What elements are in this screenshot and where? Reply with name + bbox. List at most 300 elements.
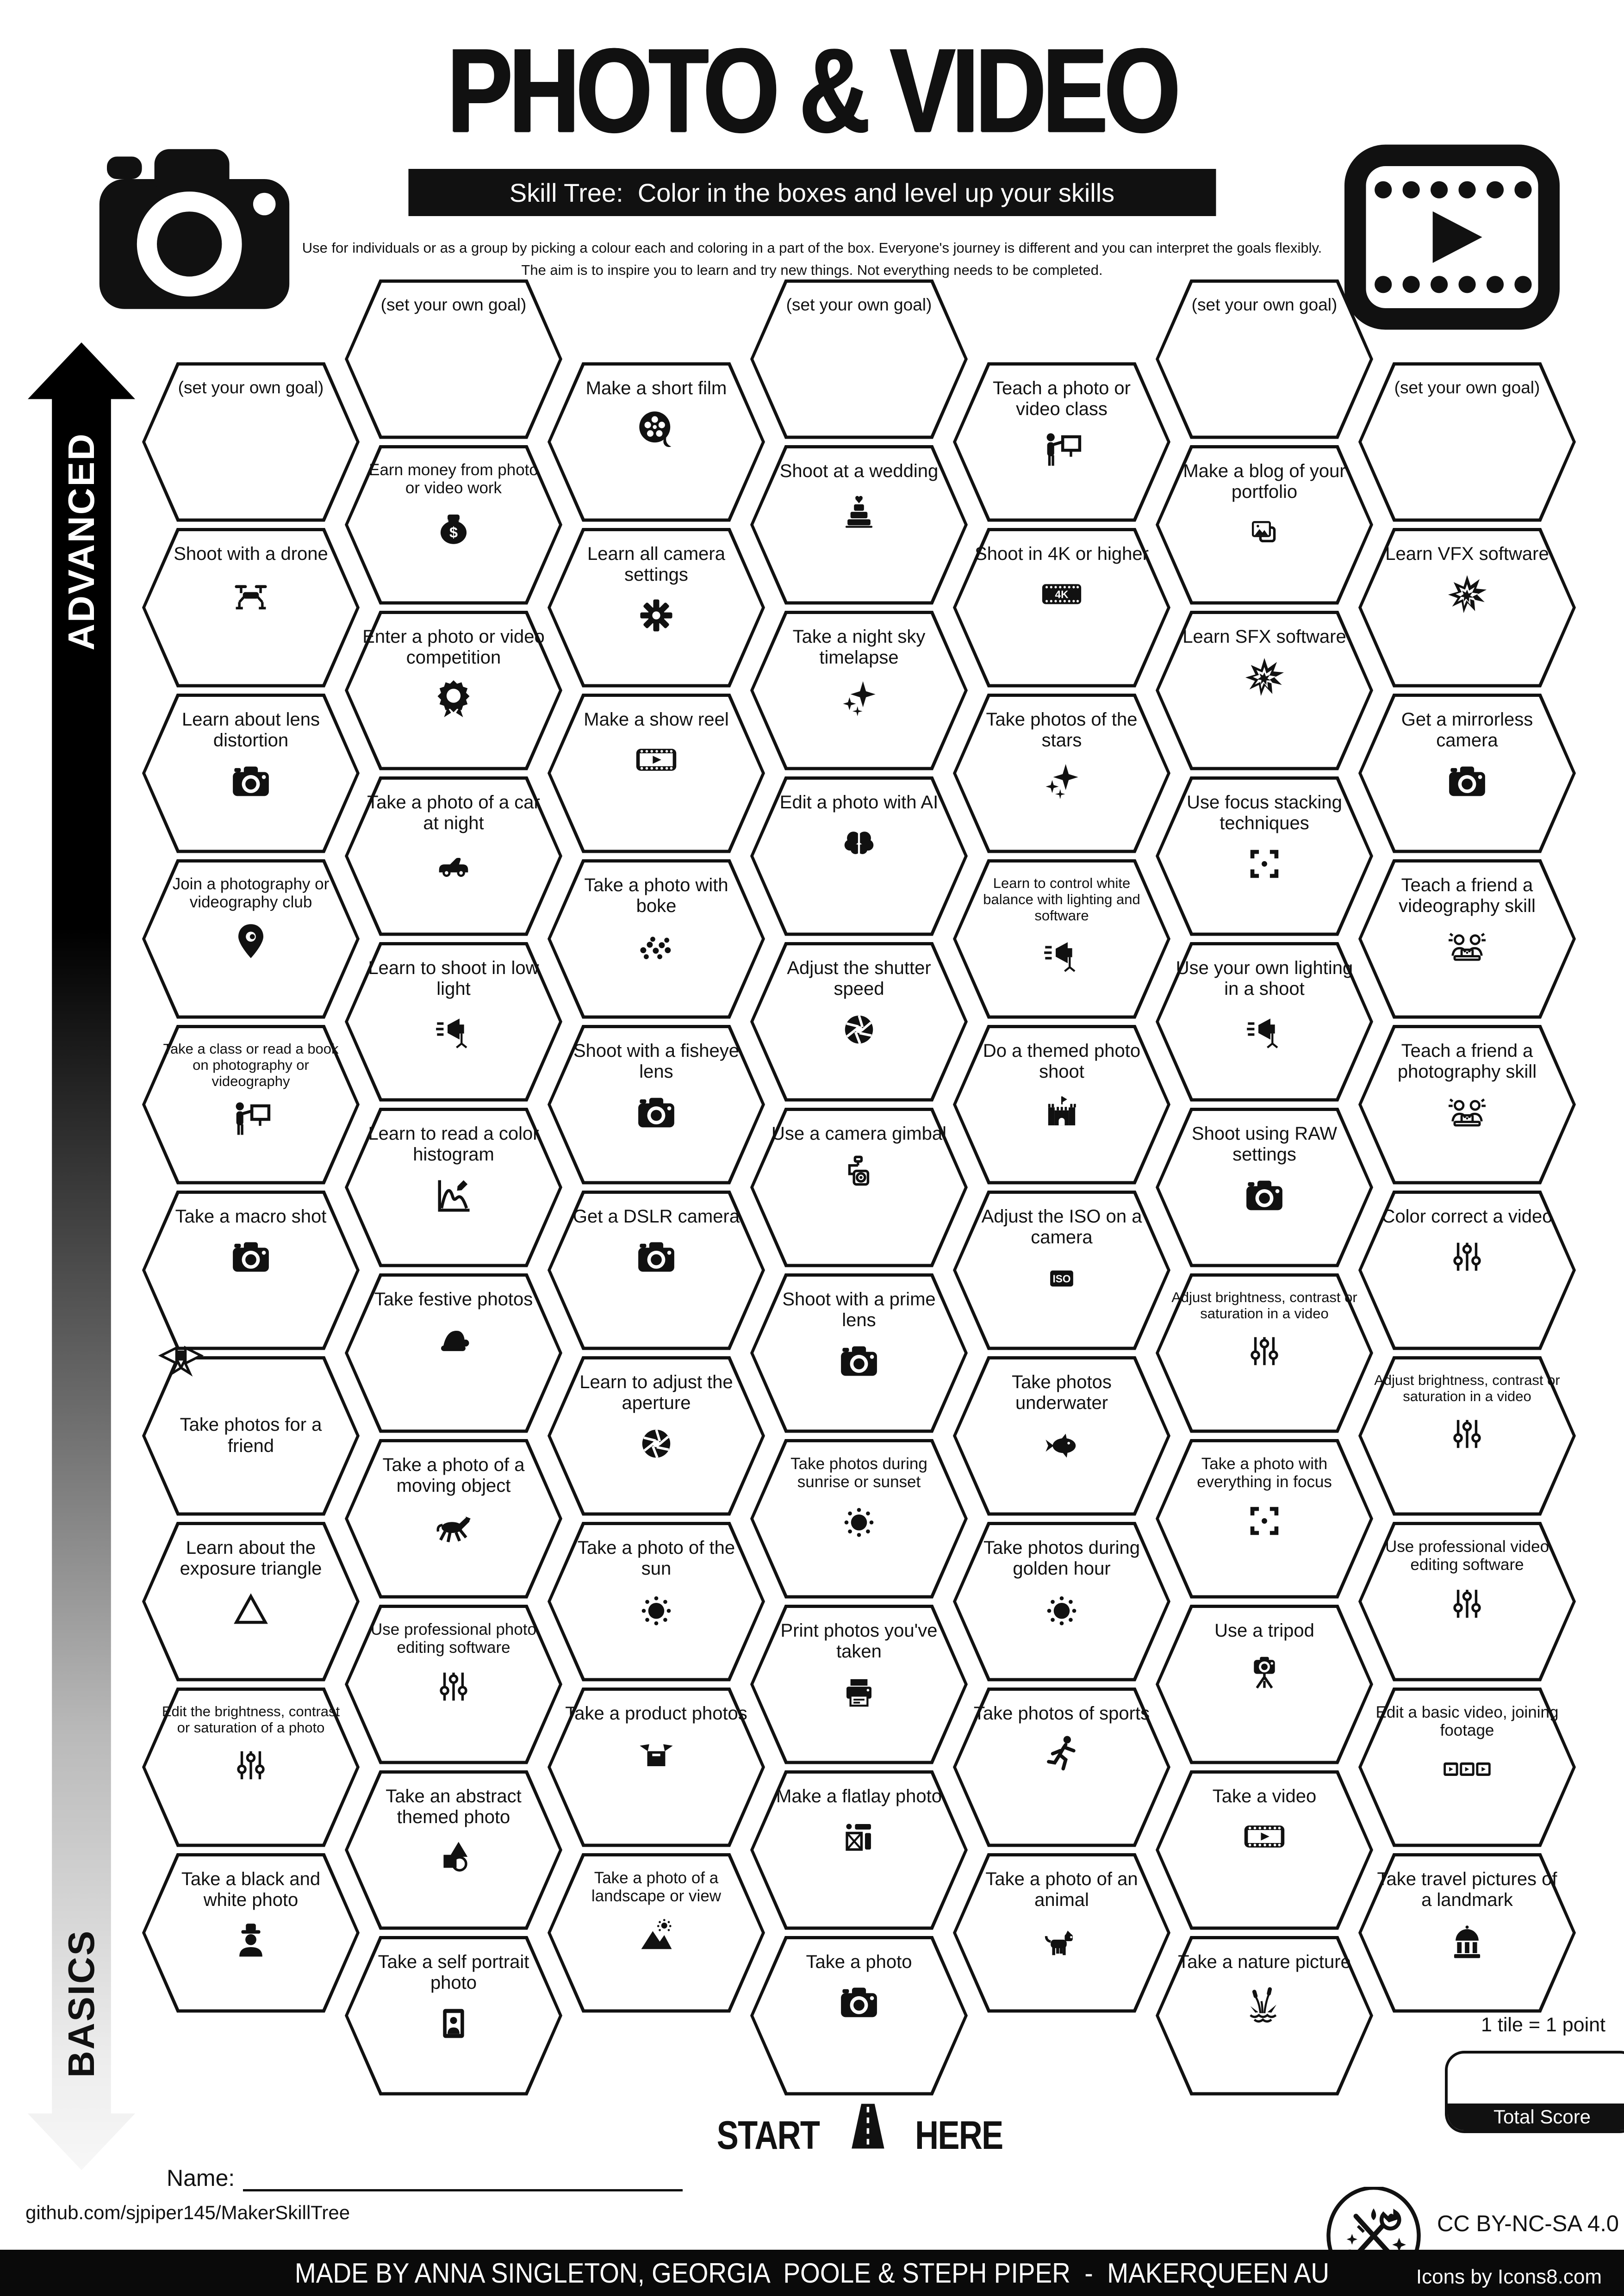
hex-take-a-black-and-white-photo-1-9 [142, 1853, 360, 2013]
hex-content [142, 1853, 360, 2013]
hex-content [953, 1688, 1170, 1847]
hex-label: Take a class or read a book on photography or videography [163, 1040, 339, 1090]
shapes-icon [429, 1833, 479, 1883]
hex-content [750, 1936, 968, 2096]
hex-content [750, 445, 968, 605]
dog-icon [1037, 1916, 1087, 1966]
hex-use-a-camera-gimbal-4-5 [750, 1108, 968, 1267]
aperture-icon [834, 1005, 884, 1055]
hex-content [750, 776, 968, 936]
hex-content [142, 1522, 360, 1682]
hex-content [953, 528, 1170, 688]
description-text: Use for individuals or as a group by picking a colour each and coloring in a part of the box. Everyone's journey is different and you can interpret the goals flexibly. The aim is to inspire you to learn and try new things. Not everything needs to be completed. [302, 240, 1322, 279]
hex-take-a-self-portrait-photo-2-10 [345, 1936, 562, 2096]
reeds-icon [1239, 1977, 1289, 2027]
hex-make-a-blog-of-your-portfolio-6-1 [1156, 445, 1373, 605]
gimbal-icon [834, 1149, 884, 1199]
license-text: CC BY-NC-SA 4.0 [1437, 2211, 1619, 2236]
histogram-icon [429, 1170, 479, 1220]
here-word: HERE [915, 2113, 1003, 2158]
explosion-icon [1239, 652, 1289, 702]
hex-label: Make a blog of your portfolio [1183, 460, 1346, 503]
hex-learn-about-the-exposure-triangle-1-7 [142, 1522, 360, 1682]
hex-make-a-show-reel-3-2 [548, 694, 765, 853]
hex-label: Take a photo with boke [584, 875, 728, 917]
hex-content [1156, 1936, 1373, 2096]
camera-icon [834, 1336, 884, 1386]
hex-content [953, 1191, 1170, 1350]
sun-icon [631, 1584, 681, 1634]
printer-icon [834, 1667, 884, 1717]
camera-icon [631, 1087, 681, 1137]
hex-content [345, 1439, 562, 1599]
hex-use-focus-stacking-techniques-6-3 [1156, 776, 1373, 936]
triangle-icon [226, 1584, 276, 1634]
hex-content [953, 859, 1170, 1019]
hex-content [142, 1688, 360, 1847]
hex-set-your-own-goal-1-0 [142, 362, 360, 522]
hex-color-correct-a-video-7-5 [1358, 1191, 1576, 1350]
hex-learn-to-shoot-in-low-light-2-4 [345, 942, 562, 1102]
hex-label: Take a photo [806, 1951, 912, 1972]
teacher-icon [226, 1094, 276, 1144]
hex-content [750, 1273, 968, 1433]
camera-icon [1239, 1170, 1289, 1220]
hex-label: Get a mirrorless camera [1401, 709, 1533, 751]
hex-content [345, 1108, 562, 1267]
hex-label: Shoot using RAW settings [1191, 1123, 1338, 1165]
hex-content [345, 445, 562, 605]
sparkles-icon [1037, 756, 1087, 806]
hex-content [1358, 859, 1576, 1019]
hex-content [1156, 1108, 1373, 1267]
start-here-marker [705, 2101, 1012, 2170]
hex-take-photos-of-sports-5-8 [953, 1688, 1170, 1847]
hex-label: Learn about the exposure triangle [180, 1537, 322, 1579]
medal-icon [429, 673, 479, 723]
hex-label: (set your own goal) [786, 295, 932, 314]
money-bag-icon [429, 502, 479, 552]
footer-bar [0, 2250, 1624, 2296]
hex-take-a-photo-of-an-animal-5-9 [953, 1853, 1170, 2013]
hex-label: (set your own goal) [380, 295, 527, 314]
hex-learn-all-camera-settings-3-1 [548, 528, 765, 688]
hex-label: Take a photo of a moving object [382, 1454, 525, 1496]
hex-take-an-abstract-themed-photo-2-9 [345, 1770, 562, 1930]
hex-label: Shoot with a drone [174, 543, 328, 564]
santa-hat-icon [429, 1315, 479, 1365]
drone-icon [226, 569, 276, 619]
hex-take-photos-during-golden-hour-5-7 [953, 1522, 1170, 1682]
hex-label: Take festive photos [374, 1289, 533, 1309]
hex-adjust-brightness-contrast-or-saturation-in-a-video-6-6 [1156, 1273, 1373, 1433]
hex-content [1156, 1273, 1373, 1433]
hex-set-your-own-goal-4-0 [750, 279, 968, 439]
hex-content [750, 1108, 968, 1267]
name-row [167, 2165, 683, 2191]
hex-label: (set your own goal) [1191, 295, 1338, 314]
hex-content [548, 1853, 765, 2013]
hex-label: Edit a photo with AI [779, 792, 939, 813]
hex-enter-a-photo-or-video-competition-2-2 [345, 611, 562, 770]
svg-text:ISO: ISO [1052, 1272, 1071, 1285]
hex-shoot-at-a-wedding-4-1 [750, 445, 968, 605]
hex-content [750, 1770, 968, 1930]
hex-content [1358, 1025, 1576, 1185]
car-icon [429, 839, 479, 889]
road-icon [843, 2101, 894, 2170]
hex-content [548, 1688, 765, 1847]
hex-label: Shoot with a prime lens [782, 1289, 936, 1331]
hex-content [953, 1853, 1170, 2013]
hex-content [142, 362, 360, 522]
hex-content [548, 362, 765, 522]
sliders-icon [226, 1740, 276, 1790]
hex-content [345, 1936, 562, 2096]
hex-content [1156, 1605, 1373, 1764]
hex-label: Take photos during sunrise or sunset [790, 1454, 927, 1491]
landscape-icon [631, 1910, 681, 1960]
hex-label: Take a night sky timelapse [792, 626, 926, 668]
hex-join-a-photography-or-videography-club-1-3 [142, 859, 360, 1019]
hex-take-a-photo-of-the-sun-3-7 [548, 1522, 765, 1682]
hex-content [1156, 611, 1373, 770]
hex-set-your-own-goal-7-0 [1358, 362, 1576, 522]
pin-icon [226, 916, 276, 966]
hex-learn-to-adjust-the-aperture-3-6 [548, 1356, 765, 1516]
total-score-label: Total Score [1493, 2106, 1591, 2128]
hex-label: Take a self portrait photo [378, 1951, 529, 1993]
hex-content [142, 1191, 360, 1350]
hex-content [750, 942, 968, 1102]
hex-use-professional-photo-editing-software-2-8 [345, 1605, 562, 1764]
hex-teach-a-photo-or-video-class-5-0 [953, 362, 1170, 522]
hex-content [142, 1025, 360, 1185]
hex-do-a-themed-photo-shoot-5-4 [953, 1025, 1170, 1185]
hex-label: Edit a basic video, joining footage [1375, 1703, 1559, 1740]
light-stand-icon [1239, 1005, 1289, 1055]
sliders-icon [1442, 1232, 1492, 1282]
hex-label: Use a camera gimbal [772, 1123, 946, 1144]
hex-edit-a-basic-video-joining-footage-7-8 [1358, 1688, 1576, 1847]
hex-content [345, 1273, 562, 1433]
hex-content [1156, 1770, 1373, 1930]
sliders-icon [1442, 1409, 1492, 1459]
hex-label: Learn to shoot in low light [368, 957, 539, 999]
hex-label: Make a show reel [584, 709, 729, 730]
hex-content [953, 694, 1170, 853]
hex-content [142, 859, 360, 1019]
hex-label: Teach a friend a videography skill [1399, 875, 1536, 917]
flatlay-icon [834, 1812, 884, 1862]
hex-take-a-photo-of-a-car-at-night-2-3 [345, 776, 562, 936]
friends-icon [1442, 1087, 1492, 1137]
sun-icon [834, 1496, 884, 1546]
hex-content [953, 1025, 1170, 1185]
teacher-icon [1037, 425, 1087, 475]
hex-label: Use your own lighting in a shoot [1176, 957, 1353, 999]
hex-label: Adjust the ISO on a camera [981, 1206, 1142, 1248]
hex-label: Take a macro shot [175, 1206, 327, 1227]
hex-take-a-macro-shot-1-5 [142, 1191, 360, 1350]
camera-icon [226, 756, 276, 806]
hex-learn-to-control-white-balance-with-lighting-and-software-5-3 [953, 859, 1170, 1019]
aperture-icon [631, 1419, 681, 1469]
film-4k-icon [1037, 569, 1087, 619]
page-title: PHOTO & VIDEO [447, 23, 1177, 157]
hex-label: Join a photography or videography club [172, 875, 330, 912]
hex-shoot-with-a-prime-lens-4-6 [750, 1273, 968, 1433]
man-hat-icon [226, 1916, 276, 1966]
hex-content [1358, 1853, 1576, 2013]
hex-label: Shoot at a wedding [779, 460, 939, 481]
svg-text:$: $ [449, 524, 458, 541]
hex-label: Edit the brightness, contrast or saturation of a photo [162, 1703, 340, 1736]
tile-point-note: 1 tile = 1 point [1481, 2014, 1605, 2036]
hex-content [1156, 776, 1373, 936]
hex-content [548, 1522, 765, 1682]
hex-learn-sfx-software-6-2 [1156, 611, 1373, 770]
hex-print-photos-you-ve-taken-4-8 [750, 1605, 968, 1764]
hex-label: Take photos for a friend [180, 1415, 322, 1456]
hex-take-a-video-6-9 [1156, 1770, 1373, 1930]
bow-icon [146, 1329, 216, 1384]
hex-content [750, 1439, 968, 1599]
hex-content [1156, 1439, 1373, 1599]
hex-content [345, 1770, 562, 1930]
hex-take-a-photo-of-a-moving-object-2-7 [345, 1439, 562, 1599]
hex-content [1358, 1356, 1576, 1516]
camera-icon [834, 1977, 884, 2027]
hex-teach-a-friend-a-videography-skill-7-3 [1358, 859, 1576, 1019]
hex-content [1156, 445, 1373, 605]
hex-label: Use professional video editing software [1385, 1537, 1549, 1574]
hex-label: Take a black and white photo [181, 1868, 321, 1911]
hex-label: Take a photo of an animal [985, 1868, 1138, 1911]
hex-make-a-flatlay-photo-4-9 [750, 1770, 968, 1930]
gear-icon [631, 590, 681, 640]
hex-earn-money-from-photo-or-video-work-2-1 [345, 445, 562, 605]
hex-label: Take a product photos [565, 1703, 747, 1724]
hex-content [548, 859, 765, 1019]
hex-content [750, 1605, 968, 1764]
hex-label: Take a nature picture [1178, 1951, 1351, 1972]
hex-content [953, 1356, 1170, 1516]
sparkles-icon [834, 673, 884, 723]
sun-icon [1037, 1584, 1087, 1634]
hex-shoot-with-a-fisheye-lens-3-4 [548, 1025, 765, 1185]
hex-label: Make a flatlay photo [776, 1786, 942, 1806]
total-score-bar [1448, 2104, 1624, 2130]
hex-get-a-mirrorless-camera-7-2 [1358, 694, 1576, 853]
sliders-icon [1239, 1326, 1289, 1376]
svg-text:4K: 4K [1055, 588, 1069, 601]
hex-take-photos-during-sunrise-or-sunset-4-7 [750, 1439, 968, 1599]
subtitle-text: Skill Tree: Color in the boxes and level up your skills [509, 178, 1115, 207]
hex-use-a-tripod-6-8 [1156, 1605, 1373, 1764]
hex-content [953, 362, 1170, 522]
hex-take-a-photo-of-a-landscape-or-view-3-9 [548, 1853, 765, 2013]
hex-label: Use focus stacking techniques [1187, 792, 1342, 834]
hex-adjust-the-shutter-speed-4-4 [750, 942, 968, 1102]
sliders-icon [1442, 1579, 1492, 1629]
hex-take-a-photo-with-everything-in-focus-6-7 [1156, 1439, 1373, 1599]
hex-label: Learn to control white balance with lighting and software [983, 875, 1140, 924]
hex-label: Take a photo of a car at night [367, 792, 540, 834]
film-reel-icon [631, 403, 681, 453]
hex-take-a-nature-picture-6-10 [1156, 1936, 1373, 2096]
hex-content [1358, 1191, 1576, 1350]
hex-content [345, 1605, 562, 1764]
hex-label: Take photos of sports [973, 1703, 1150, 1724]
hex-label: Enter a photo or video competition [362, 626, 545, 668]
friends-icon [1442, 922, 1492, 972]
film-strip3-icon [1442, 1744, 1492, 1794]
icons-credit-text: Icons by Icons8.com [1416, 2265, 1602, 2288]
hex-content [345, 942, 562, 1102]
hex-take-a-photo-4-10 [750, 1936, 968, 2096]
basics-label: BASICS [61, 1929, 102, 2078]
hex-take-a-photo-with-boke-3-3 [548, 859, 765, 1019]
hex-label: Earn money from photo or video work [369, 460, 538, 497]
total-score-box [1445, 2051, 1624, 2133]
cake-icon [834, 486, 884, 536]
hex-content [953, 1522, 1170, 1682]
hex-content [1358, 1522, 1576, 1682]
hex-label: Shoot with a fisheye lens [573, 1040, 739, 1082]
hex-edit-a-photo-with-ai-4-3 [750, 776, 968, 936]
tripod-camera-icon [1239, 1646, 1289, 1696]
hex-label: Take a photo of a landscape or view [591, 1868, 722, 1905]
hex-set-your-own-goal-2-0 [345, 279, 562, 439]
hex-label: Adjust the shutter speed [787, 957, 931, 999]
credit-text: MADE BY ANNA SINGLETON, GEORGIA POOLE & STEPH PIPER - MAKERQUEEN AU [294, 2257, 1330, 2289]
landmark-icon [1442, 1916, 1492, 1966]
hex-content [1156, 942, 1373, 1102]
hex-content [1156, 279, 1373, 439]
hex-content [345, 279, 562, 439]
hex-label: Learn SFX software [1182, 626, 1346, 647]
hex-content [142, 694, 360, 853]
hex-content [548, 528, 765, 688]
hex-content [1358, 528, 1576, 688]
hex-label: (set your own goal) [1394, 378, 1540, 397]
start-word: START [716, 2113, 820, 2158]
hex-label: Get a DSLR camera [572, 1206, 740, 1227]
hex-edit-the-brightness-contrast-or-saturation-of-a-photo-1-8 [142, 1688, 360, 1847]
hex-label: Make a short film [585, 378, 727, 398]
hex-take-photos-for-a-friend-1-6 [142, 1356, 360, 1516]
hex-take-photos-underwater-5-6 [953, 1356, 1170, 1516]
hex-label: Take a photo with everything in focus [1197, 1454, 1332, 1491]
hex-label: Take photos of the stars [986, 709, 1138, 751]
hex-label: Use professional photo editing software [371, 1620, 536, 1657]
castle-icon [1037, 1087, 1087, 1137]
hex-content [548, 1356, 765, 1516]
name-label: Name: [167, 2165, 235, 2191]
hex-use-professional-video-editing-software-7-7 [1358, 1522, 1576, 1682]
fish-icon [1037, 1419, 1087, 1469]
name-blank-line [243, 2167, 683, 2191]
hex-shoot-with-a-drone-1-1 [142, 528, 360, 688]
hex-label: Take an abstract themed photo [386, 1786, 522, 1828]
hex-label: Learn to read a color histogram [368, 1123, 539, 1165]
hex-label: Color correct a video [1381, 1206, 1553, 1227]
product-box-icon [631, 1729, 681, 1779]
hex-make-a-short-film-3-0 [548, 362, 765, 522]
hex-label: Learn to adjust the aperture [579, 1371, 733, 1414]
hex-teach-a-friend-a-photography-skill-7-4 [1358, 1025, 1576, 1185]
hex-content [345, 611, 562, 770]
hex-label: Learn VFX software [1385, 543, 1549, 564]
hex-adjust-the-iso-on-a-camera-5-5 [953, 1191, 1170, 1350]
hex-label: Adjust brightness, contrast or saturation in a video [1374, 1371, 1560, 1404]
hex-learn-vfx-software-7-1 [1358, 528, 1576, 688]
light-stand-icon [1037, 928, 1087, 978]
hex-label: Take photos underwater [1012, 1371, 1112, 1414]
film-play-icon [631, 735, 681, 785]
hex-content [750, 279, 968, 439]
hex-content [1358, 362, 1576, 522]
hex-content [548, 1191, 765, 1350]
hex-label: Adjust brightness, contrast or saturation in a video [1171, 1289, 1357, 1322]
camera-icon [226, 1232, 276, 1282]
sliders-icon [429, 1662, 479, 1712]
hex-set-your-own-goal-6-0 [1156, 279, 1373, 439]
hex-label: Learn about lens distortion [181, 709, 320, 751]
github-url: github.com/sjpiper145/MakerSkillTree [25, 2202, 350, 2223]
hex-content [750, 611, 968, 770]
hex-take-a-product-photos-3-8 [548, 1688, 765, 1847]
focus-icon [1239, 839, 1289, 889]
hex-content [345, 776, 562, 936]
horse-icon [429, 1502, 479, 1551]
iso-icon [1037, 1253, 1087, 1303]
hex-label: Teach a friend a photography skill [1397, 1040, 1537, 1082]
hex-adjust-brightness-contrast-or-saturation-in-a-video-7-6 [1358, 1356, 1576, 1516]
hex-label: Take a photo of the sun [577, 1537, 735, 1579]
hex-content [1358, 1688, 1576, 1847]
hex-take-a-class-or-read-a-book-on-photography-or-videography-1-4 [142, 1025, 360, 1185]
hex-content [1358, 694, 1576, 853]
advanced-label: ADVANCED [61, 432, 102, 651]
hex-shoot-using-raw-settings-6-5 [1156, 1108, 1373, 1267]
camera-icon [631, 1232, 681, 1282]
runner-icon [1037, 1729, 1087, 1779]
subtitle-bar [408, 169, 1216, 216]
camera-icon [1442, 756, 1492, 806]
explosion-icon [1442, 569, 1492, 619]
hex-take-photos-of-the-stars-5-2 [953, 694, 1170, 853]
film-play-icon [1239, 1812, 1289, 1862]
blog-images-icon [1239, 508, 1289, 558]
hex-shoot-in-4k-or-higher-5-1 [953, 528, 1170, 688]
film-strip-play-icon [1344, 130, 1560, 294]
hex-label: Take a video [1212, 1786, 1317, 1806]
hex-take-travel-pictures-of-a-landmark-7-9 [1358, 1853, 1576, 2013]
hex-learn-about-lens-distortion-1-2 [142, 694, 360, 853]
hex-label: Use a tripod [1214, 1620, 1314, 1641]
hex-take-a-night-sky-timelapse-4-2 [750, 611, 968, 770]
hex-label: Take travel pictures of a landmark [1377, 1868, 1557, 1911]
hex-label: Do a themed photo shoot [983, 1040, 1141, 1082]
hex-label: Shoot in 4K or higher [975, 543, 1149, 564]
hex-content [142, 528, 360, 688]
hex-label: (set your own goal) [178, 378, 324, 397]
hex-label: Take photos during golden hour [983, 1537, 1140, 1579]
hex-label: Learn all camera settings [587, 543, 725, 585]
hex-label: Print photos you've taken [780, 1620, 938, 1662]
